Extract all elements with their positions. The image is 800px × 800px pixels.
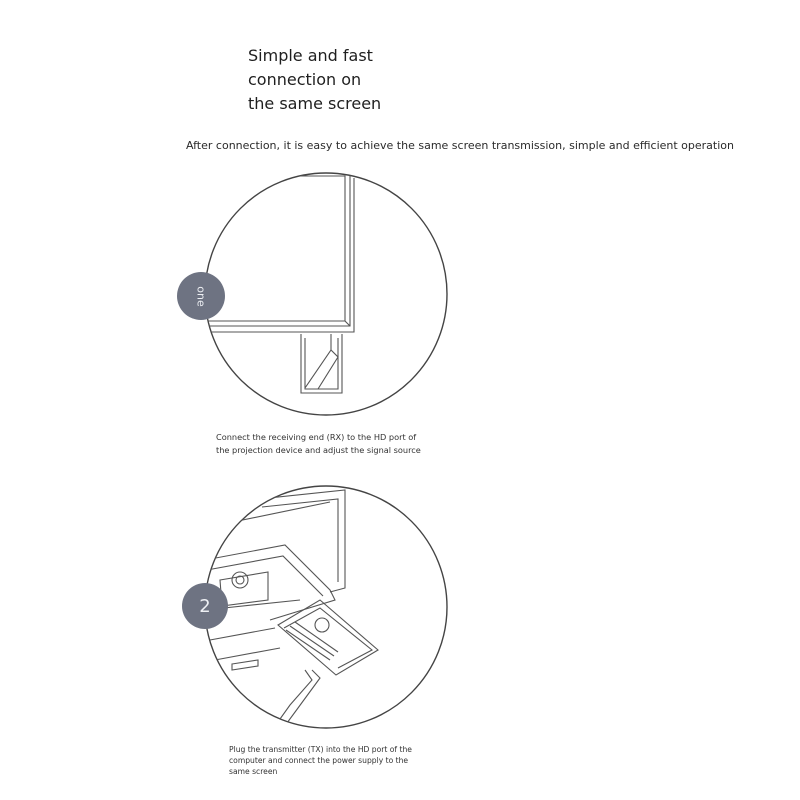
headline: Simple and fast connection on the same screen bbox=[248, 46, 382, 113]
step-2-badge bbox=[182, 583, 228, 629]
step-1-badge bbox=[177, 272, 225, 320]
step-2-circle bbox=[205, 486, 447, 728]
subheadline: After connection, it is easy to achieve the same screen transmission, simple and efficient operation bbox=[186, 139, 734, 152]
step-2-badge-label: 2 bbox=[199, 595, 211, 617]
step-1-caption: Connect the receiving end (RX) to the HD port of the projection device and adjust the signal source bbox=[216, 432, 421, 455]
step-1-circle bbox=[205, 173, 447, 415]
step-2-caption: Plug the transmitter (TX) into the HD port of the computer and connect the power supply to the same screen bbox=[229, 745, 412, 776]
step-1-badge-label: one bbox=[194, 285, 208, 307]
